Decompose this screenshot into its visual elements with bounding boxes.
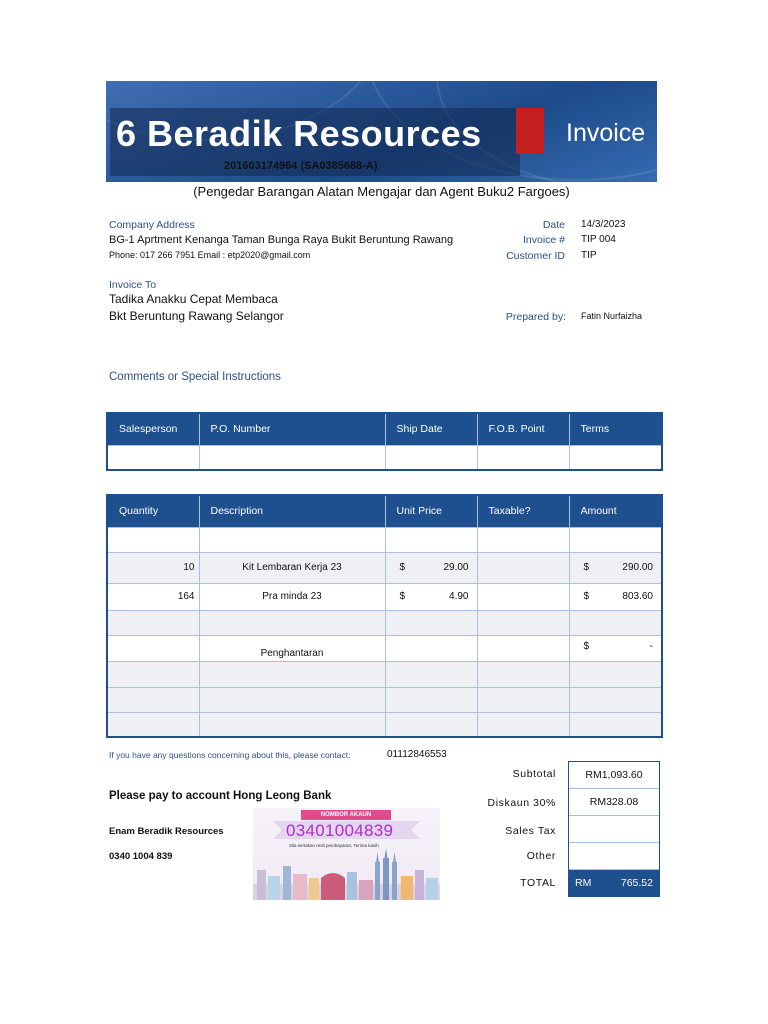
other-value: [569, 843, 659, 870]
item-description: Penghantaran: [199, 635, 385, 661]
company-address: BG-1 Aprtment Kenanga Taman Bunga Raya Bukit Beruntung Rawang: [109, 234, 454, 246]
item-taxable: [477, 661, 569, 687]
item-quantity: [107, 661, 199, 687]
sales-tax-value: [569, 816, 659, 843]
item-amount-cell: [569, 661, 662, 687]
subtotal-value: RM1,093.60: [569, 762, 659, 789]
shipping-terms: [569, 445, 662, 470]
item-description: [199, 712, 385, 737]
account-number-image: [253, 808, 440, 900]
shipping-header-fob-point: F.O.B. Point: [477, 413, 569, 445]
items-table: [106, 494, 663, 738]
table-row: [107, 610, 662, 635]
item-unit-price: 4.90: [449, 591, 469, 602]
registration-number: 201603174964 (SA0385688-A): [224, 160, 378, 172]
item-description: Pra minda 23: [199, 583, 385, 610]
items-body: [107, 527, 662, 737]
shipping-header-salesperson: Salesperson: [107, 413, 199, 445]
company-contact: Phone: 017 266 7951 Email : etp2020@gmail.com: [109, 250, 311, 260]
shipping-header-terms: Terms: [569, 413, 662, 445]
totals-box: [568, 761, 660, 897]
contact-text: If you have any questions concerning about this, please contact:: [109, 750, 351, 760]
shipping-salesperson: [107, 445, 199, 470]
account-image-number: 03401004839: [286, 821, 394, 840]
item-amount: 290.00: [622, 562, 653, 573]
item-amount-cell: [569, 552, 662, 583]
item-amount-cell: [569, 635, 662, 661]
item-unit-price: 29.00: [443, 562, 469, 573]
comments-label: Comments or Special Instructions: [109, 371, 281, 383]
total-label: TOTAL: [520, 877, 556, 889]
customer-id-label: Customer ID: [506, 250, 565, 262]
item-amount-currency: $: [583, 640, 590, 652]
item-description: [199, 527, 385, 552]
item-taxable: [477, 552, 569, 583]
items-header-amount: Amount: [569, 495, 662, 527]
customer-id: TIP: [581, 250, 597, 261]
total-row: [569, 870, 659, 896]
invoice-number: TIP 004: [581, 234, 616, 245]
item-unit-price-cell: [385, 527, 477, 552]
item-amount-currency: $: [583, 591, 590, 602]
item-unit-price-cell: [385, 635, 477, 661]
item-taxable: [477, 712, 569, 737]
item-quantity: 164: [107, 583, 199, 610]
account-image-note: Sila sertakan resit pembayaran, Terima kasih: [289, 843, 379, 848]
item-taxable: [477, 687, 569, 712]
items-header-quantity: Quantity: [107, 495, 199, 527]
company-name: 6 Beradik Resources: [116, 113, 482, 154]
items-header-unit-price: Unit Price: [385, 495, 477, 527]
discount-value: RM328.08: [569, 789, 659, 816]
account-image-header: NOMBOR AKAUN: [301, 810, 391, 820]
table-row: [107, 552, 662, 583]
item-taxable: [477, 583, 569, 610]
company-tagline: (Pengedar Barangan Alatan Mengajar dan Agent Buku2 Fargoes): [193, 184, 570, 199]
table-row: [107, 687, 662, 712]
item-taxable: [477, 610, 569, 635]
total-currency: RM: [575, 877, 592, 889]
shipping-table: [106, 412, 663, 471]
invoice-to-label: Invoice To: [109, 279, 157, 291]
prepared-by-label: Prepared by:: [505, 311, 566, 323]
date-label: Date: [542, 219, 565, 231]
item-unit-price-cell: [385, 583, 477, 610]
item-amount-cell: [569, 687, 662, 712]
item-description: [199, 661, 385, 687]
table-row: [107, 445, 662, 470]
item-description: [199, 687, 385, 712]
banner-accent-block: [516, 108, 544, 154]
item-quantity: [107, 635, 199, 661]
shipping-header-ship-date: Ship Date: [385, 413, 477, 445]
subtotal-label: Subtotal: [512, 768, 556, 780]
item-quantity: [107, 527, 199, 552]
shipping-po-number: [199, 445, 385, 470]
item-quantity: 10: [107, 552, 199, 583]
item-amount-cell: [569, 712, 662, 737]
table-row: [107, 527, 662, 552]
item-unit-price-cell: [385, 552, 477, 583]
items-header-description: Description: [199, 495, 385, 527]
shipping-fob-point: [477, 445, 569, 470]
table-row: [107, 583, 662, 610]
item-price-currency: $: [399, 591, 406, 602]
item-quantity: [107, 712, 199, 737]
invoice-date: 14/3/2023: [581, 219, 626, 230]
item-quantity: [107, 687, 199, 712]
table-row: [107, 661, 662, 687]
customer-address: Bkt Beruntung Rawang Selangor: [109, 309, 284, 323]
item-unit-price-cell: [385, 661, 477, 687]
payment-instruction: Please pay to account Hong Leong Bank: [109, 790, 332, 802]
item-amount: -: [649, 640, 653, 652]
contact-phone: 01112846553: [387, 749, 447, 760]
item-price-currency: $: [399, 562, 406, 573]
item-amount-cell: [569, 527, 662, 552]
customer-name: Tadika Anakku Cepat Membaca: [109, 292, 278, 306]
item-amount-currency: $: [583, 562, 590, 573]
table-row: [107, 712, 662, 737]
sales-tax-label: Sales Tax: [505, 825, 556, 837]
table-row: [107, 635, 662, 661]
discount-label: Diskaun 30%: [487, 797, 556, 809]
items-header-taxable: Taxable?: [477, 495, 569, 527]
shipping-ship-date: [385, 445, 477, 470]
item-quantity: [107, 610, 199, 635]
item-amount-cell: [569, 583, 662, 610]
account-name: Enam Beradik Resources: [109, 826, 224, 837]
invoice-number-label: Invoice #: [522, 234, 565, 246]
company-address-label: Company Address: [109, 219, 195, 231]
item-unit-price-cell: [385, 610, 477, 635]
city-skyline-illustration: [253, 848, 440, 900]
other-label: Other: [526, 850, 556, 862]
item-amount-cell: [569, 610, 662, 635]
total-value: 765.52: [620, 877, 653, 889]
item-unit-price-cell: [385, 712, 477, 737]
prepared-by: Fatin Nurfaizha: [581, 311, 643, 321]
item-unit-price-cell: [385, 687, 477, 712]
invoice-banner: [106, 81, 657, 182]
document-type: Invoice: [566, 119, 646, 147]
item-description: Kit Lembaran Kerja 23: [199, 552, 385, 583]
shipping-header-po-number: P.O. Number: [199, 413, 385, 445]
item-taxable: [477, 635, 569, 661]
item-amount: 803.60: [622, 591, 653, 602]
item-description: [199, 610, 385, 635]
item-taxable: [477, 527, 569, 552]
account-number: 0340 1004 839: [109, 851, 173, 862]
